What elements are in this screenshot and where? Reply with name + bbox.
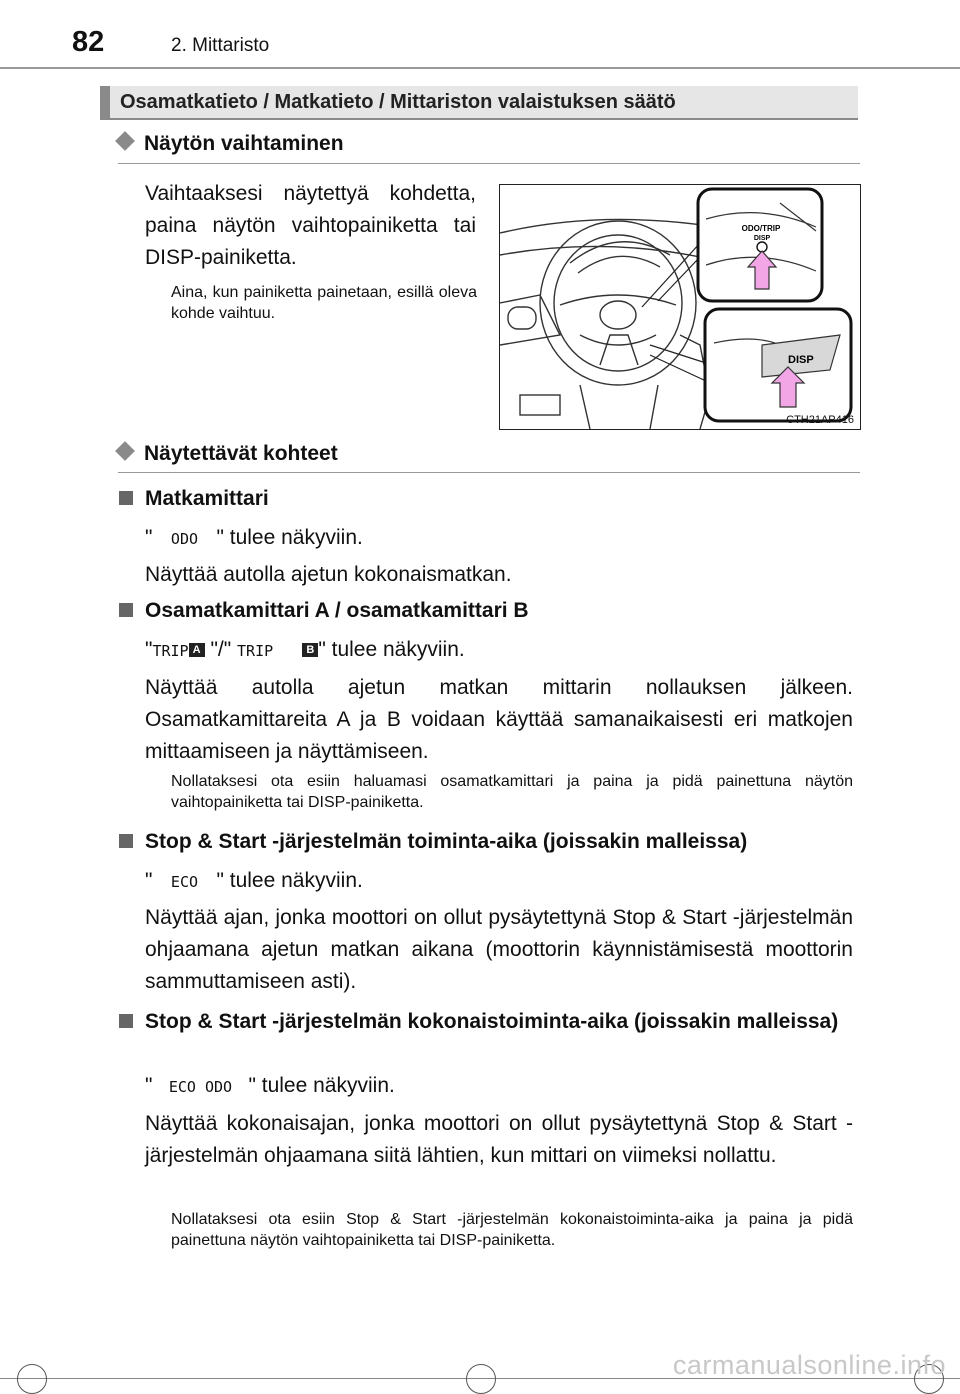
trip-note: Nollataksesi ota esiin haluamasi osamatkamittari ja paina ja pidä painettuna näytön vaihtopainiketta tai DISP-painiketta. — [171, 773, 853, 811]
registration-mark-icon — [466, 1364, 496, 1394]
eco-display-icon: ECO — [170, 873, 199, 891]
item-title-stopstart-total: Stop & Start -järjestelmän kokonaistoiminta-aika (joissakin malleissa) — [119, 1006, 855, 1037]
odometer-appears: " ODO " tulee näkyviin. — [145, 522, 363, 555]
trip-b-display-icon: TRIP — [237, 642, 274, 660]
figure-code: CTH21AP416 — [786, 414, 854, 426]
stopstart-total-appears: " ECO ODO " tulee näkyviin. — [145, 1070, 395, 1103]
stopstart-total-note: Nollataksesi ota esiin Stop & Start -järjestelmän kokonaistoiminta-aika ja paina ja pidä painettuna näytön vaihtopainiketta tai DISP-painiketta. — [171, 1211, 853, 1249]
square-bullet-icon — [119, 834, 133, 848]
odo-trip-button-label: ODO/TRIP — [741, 224, 781, 233]
square-bullet-icon — [119, 1014, 133, 1028]
subheading-rule — [118, 472, 860, 473]
registration-mark-icon — [17, 1364, 47, 1394]
square-bullet-icon — [119, 603, 133, 617]
trip-a-display-icon: TRIP — [152, 642, 189, 660]
watermark: carmanualsonline.info — [672, 1350, 946, 1380]
subheading-switching: Näytön vaihtaminen — [118, 132, 344, 156]
trip-appears: "TRIP A "/" TRIP B " tulee näkyviin. — [145, 634, 465, 667]
section-title: Osamatkatieto / Matkatieto / Mittariston valaistuksen säätö — [120, 91, 676, 113]
odo-display-icon: ODO — [170, 530, 199, 548]
diamond-bullet-icon — [115, 441, 135, 461]
stopstart-desc: Näyttää ajan, jonka moottori on ollut pysäytettynä Stop & Start -järjestelmän ohjaamana ajetun matkan aikana (moottorin käynnistämisestä moottorin sammuttamiseen asti). — [145, 906, 853, 993]
page-number: 82 — [72, 26, 105, 58]
subheading-rule — [118, 163, 860, 164]
switching-instruction: Vaihtaaksesi näytettyä kohdetta, paina näytön vaihtopainiketta tai DISP-painiketta. — [145, 182, 476, 269]
stopstart-total-desc: Näyttää kokonaisajan, jonka moottori on ollut pysäytettynä Stop & Start -järjestelmän ohjaamana siitä lähtien, kun mittari on viimeksi nollattu. — [145, 1112, 853, 1167]
trip-desc: Näyttää autolla ajetun matkan mittarin nollauksen jälkeen. Osamatkamittareita A ja B voidaan käyttää samanaikaisesti eri matkojen mittaamiseen ja näyttämiseen. — [145, 676, 853, 763]
switching-note: Aina, kun painiketta painetaan, esillä oleva kohde vaihtuu. — [171, 284, 477, 322]
header-rule — [0, 67, 960, 69]
item-title-trip: Osamatkamittari A / osamatkamittari B — [119, 599, 529, 623]
eco-odo-display-icon: ECO ODO — [168, 1078, 233, 1096]
trip-b-badge: B — [302, 643, 318, 657]
diamond-bullet-icon — [115, 131, 135, 151]
dashboard-illustration — [499, 184, 861, 430]
trip-a-badge: A — [189, 643, 205, 657]
odometer-desc: Näyttää autolla ajetun kokonaismatkan. — [145, 563, 512, 586]
chapter-title: 2. Mittaristo — [171, 35, 270, 56]
square-bullet-icon — [119, 491, 133, 505]
subheading-items: Näytettävät kohteet — [118, 442, 338, 466]
stopstart-appears: " ECO " tulee näkyviin. — [145, 865, 363, 898]
item-title-stopstart: Stop & Start -järjestelmän toiminta-aika (joissakin malleissa) — [119, 830, 747, 854]
item-title-odometer: Matkamittari — [119, 487, 269, 511]
disp-button-label: DISP — [788, 354, 814, 366]
disp-small-label: DISP — [753, 235, 771, 242]
section-title-bar — [100, 86, 858, 120]
dashboard-drawing — [500, 185, 860, 429]
